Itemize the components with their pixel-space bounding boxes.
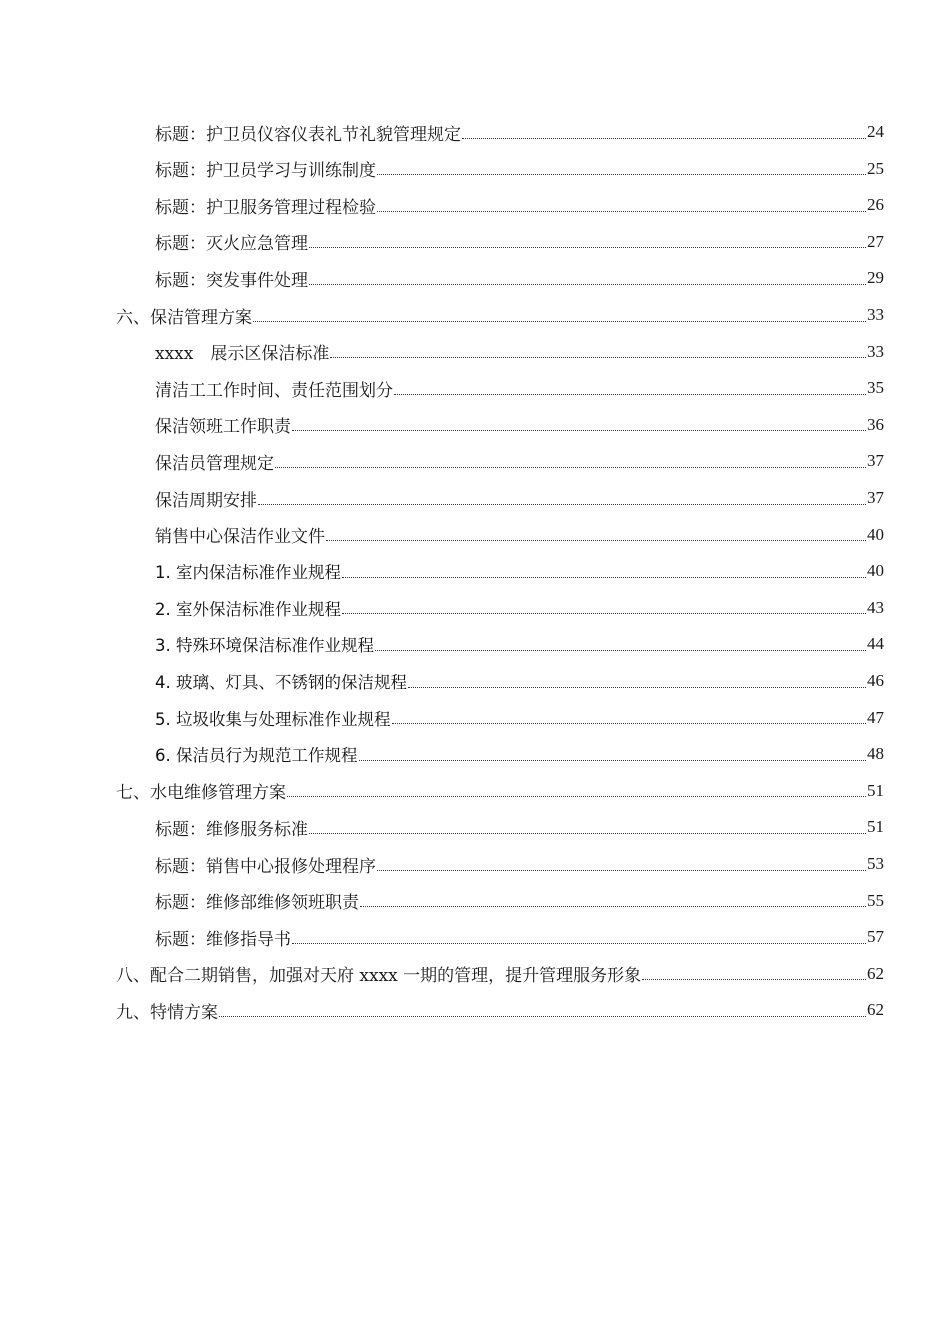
toc-dot-leader (309, 247, 866, 248)
toc-entry[interactable] (116, 956, 884, 992)
toc-entry-title: 标题：护卫员学习与训练制度 (155, 161, 376, 182)
toc-dot-leader (394, 394, 866, 395)
toc-entry[interactable] (155, 443, 884, 479)
toc-entry[interactable] (116, 992, 884, 1028)
toc-entry-page-number: 36 (867, 414, 884, 434)
toc-entry-page-number: 55 (867, 890, 884, 910)
toc-dot-leader (287, 796, 866, 797)
toc-entry[interactable] (155, 700, 884, 736)
toc-entry-title: 保洁周期安排 (155, 490, 257, 511)
toc-entry-page-number: 51 (867, 817, 884, 837)
toc-entry-page-number: 44 (867, 634, 884, 654)
toc-entry-title: 销售中心保洁作业文件 (155, 527, 325, 548)
toc-entry-page-number: 46 (867, 671, 884, 690)
toc-entry-title: 九、特情方案 (116, 1002, 218, 1023)
toc-dot-leader (219, 1016, 866, 1017)
toc-entry[interactable] (116, 297, 884, 333)
toc-entry-page-number: 29 (867, 268, 884, 288)
toc-entry-title: 标题：销售中心报修处理程序 (155, 856, 376, 877)
toc-entry-page-number: 57 (867, 927, 884, 947)
toc-entry-title: 保洁领班工作职责 (155, 417, 291, 438)
toc-entry-title: 七、水电维修管理方案 (116, 783, 286, 804)
toc-dot-leader (377, 211, 866, 212)
toc-entry[interactable] (155, 370, 884, 406)
toc-entry-title: 标题：维修服务标准 (155, 819, 308, 840)
toc-entry-page-number: 62 (867, 963, 884, 983)
toc-dot-leader (375, 650, 866, 651)
toc-entry-page-number: 24 (867, 122, 884, 141)
toc-entry-title: 1. 室内保洁标准作业规程 (155, 563, 341, 583)
toc-dot-leader (360, 906, 866, 907)
toc-dot-leader (342, 613, 866, 614)
toc-entry-page-number: 43 (867, 597, 884, 617)
toc-dot-leader (342, 577, 866, 578)
toc-dot-leader (309, 284, 866, 285)
toc-dot-leader (326, 540, 866, 541)
toc-entry-title: 六、保洁管理方案 (116, 307, 252, 328)
toc-entry-title: 标题：维修指导书 (155, 929, 291, 950)
toc-entry[interactable] (155, 187, 884, 223)
toc-entry-page-number: 37 (867, 488, 884, 507)
toc-entry-page-number: 33 (867, 341, 884, 361)
toc-entry-title: 6. 保洁员行为规范工作规程 (155, 746, 358, 766)
toc-entry-title: 5. 垃圾收集与处理标准作业规程 (155, 709, 391, 729)
toc-entry-page-number: 33 (867, 305, 884, 324)
toc-entry[interactable] (155, 114, 884, 150)
toc-entry-title: 4. 玻璃、灯具、不锈钢的保洁规程 (155, 673, 407, 692)
toc-dot-leader (292, 943, 866, 944)
toc-entry[interactable] (155, 553, 884, 589)
toc-entry[interactable] (155, 626, 884, 662)
toc-dot-leader (408, 687, 866, 688)
toc-entry-page-number: 25 (867, 158, 884, 178)
toc-entry-title: 标题：突发事件处理 (155, 270, 308, 291)
toc-dot-leader (309, 833, 866, 834)
toc-entry[interactable] (155, 480, 884, 516)
toc-entry-title: 标题：灭火应急管理 (155, 234, 308, 255)
toc-entry-page-number: 40 (867, 561, 884, 581)
toc-entry[interactable] (116, 773, 884, 809)
toc-entry-page-number: 62 (867, 1000, 884, 1020)
toc-entry[interactable] (155, 517, 884, 553)
toc-entry[interactable] (155, 919, 884, 955)
toc-entry[interactable] (155, 151, 884, 187)
toc-dot-leader (377, 174, 866, 175)
toc-entry-title: 3. 特殊环境保洁标准作业规程 (155, 636, 374, 656)
toc-dot-leader (392, 723, 867, 724)
toc-entry[interactable] (155, 736, 884, 772)
toc-entry[interactable] (155, 407, 884, 443)
toc-entry[interactable] (155, 846, 884, 882)
toc-entry[interactable] (155, 663, 884, 699)
toc-entry-page-number: 27 (867, 231, 884, 251)
toc-dot-leader (377, 870, 866, 871)
toc-entry-title: 标题：维修部维修领班职责 (155, 893, 359, 914)
toc-entry-title: 标题：护卫服务管理过程检验 (155, 197, 376, 218)
toc-entry-title: 清洁工工作时间、责任范围划分 (155, 380, 393, 401)
toc-entry-title: 保洁员管理规定 (155, 453, 274, 474)
toc-dot-leader (292, 430, 866, 431)
toc-entry[interactable] (155, 334, 884, 370)
toc-dot-leader (253, 321, 866, 322)
toc-entry[interactable] (155, 260, 884, 296)
toc-entry[interactable] (155, 590, 884, 626)
toc-entry-title: 2. 室外保洁标准作业规程 (155, 599, 341, 619)
toc-entry[interactable] (155, 809, 884, 845)
toc-dot-leader (462, 138, 866, 139)
toc-entry-title: 八、配合二期销售，加强对天府 xxxx 一期的管理，提升管理服务形象 (116, 966, 642, 987)
toc-entry-title: xxxx 展示区保洁标准 (155, 344, 330, 365)
toc-entry[interactable] (155, 883, 884, 919)
toc-entry-page-number: 37 (867, 451, 884, 471)
toc-entry-page-number: 35 (867, 378, 884, 398)
toc-entry-title: 标题：护卫员仪容仪表礼节礼貌管理规定 (155, 124, 461, 145)
toc-dot-leader (359, 760, 867, 761)
toc-entry-page-number: 48 (867, 744, 884, 764)
toc-dot-leader (642, 979, 866, 980)
toc-dot-leader (258, 504, 866, 505)
toc-entry-page-number: 40 (867, 524, 884, 544)
toc-dot-leader (275, 467, 866, 468)
toc-entry-page-number: 47 (867, 707, 884, 727)
toc-entry[interactable] (155, 224, 884, 260)
toc-entry-page-number: 53 (867, 854, 884, 873)
toc-dot-leader (330, 357, 866, 358)
toc-entry-page-number: 51 (867, 780, 884, 800)
toc-entry-page-number: 26 (867, 195, 884, 215)
